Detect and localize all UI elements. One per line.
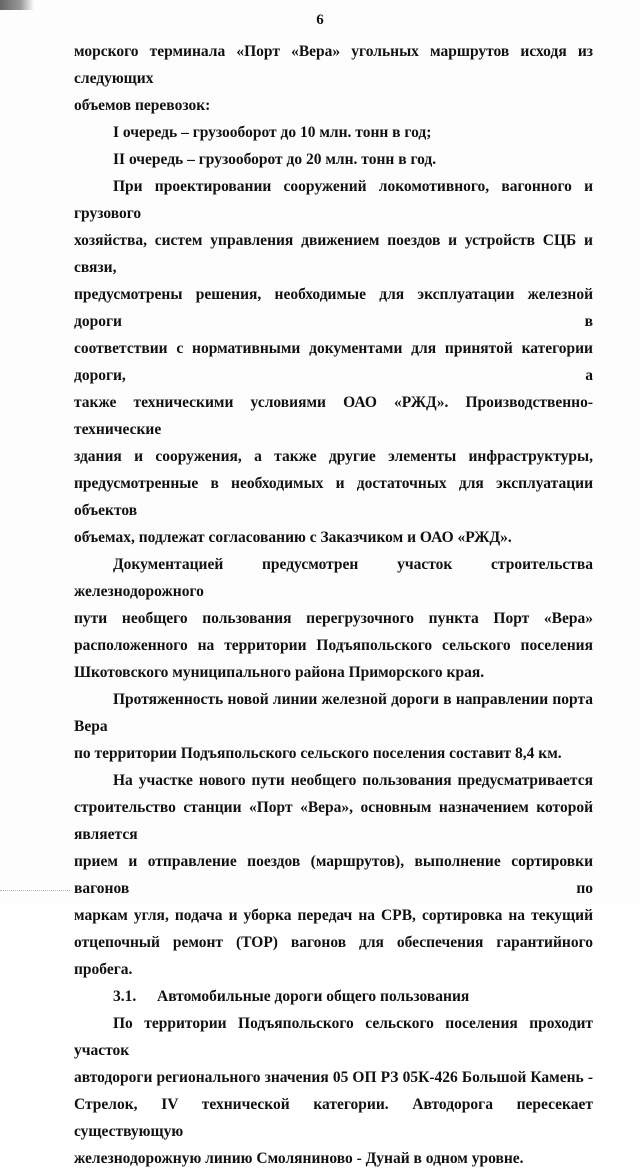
text-line: объемов перевозок: <box>74 97 211 114</box>
text-line: хозяйства, систем управления движением поездов и устройств СЦБ и связи, <box>74 232 593 276</box>
text-line: Стрелок, IV технической категории. Автодорога пересекает существующую <box>74 1096 593 1140</box>
text-line: По территории Подъяпольского сельского поселения проходит участок <box>74 1015 593 1059</box>
scan-artifact-bottom-left <box>0 890 70 903</box>
page-number: 6 <box>316 12 324 28</box>
scan-artifact-top-left <box>0 0 34 10</box>
text-line: строительство станции «Порт «Вера», основным назначением которой является <box>74 799 593 843</box>
section-number: 3.1. <box>113 988 137 1005</box>
text-line: объемах, подлежат согласованию с Заказчиком и ОАО «РЖД». <box>74 529 512 546</box>
text-line: здания и сооружения, а также другие элементы инфраструктуры, <box>74 448 593 465</box>
section-title: Автомобильные дороги общего пользования <box>157 988 470 1005</box>
text-line: по территории Подъяпольского сельского поселения составит 8,4 км. <box>74 745 562 762</box>
text-line: Документацией предусмотрен участок строительства железнодорожного <box>74 556 593 600</box>
text-line: отцепочный ремонт (ТОР) вагонов для обеспечения гарантийного пробега. <box>74 934 593 978</box>
text-line: При проектировании сооружений локомотивного, вагонного и грузового <box>74 178 593 222</box>
text-line: На участке нового пути необщего пользования предусматривается <box>113 772 593 789</box>
list-item-stage-1: I очередь – грузооборот до 10 млн. тонн в год; <box>113 124 432 141</box>
text-line: Шкотовского муниципального района Приморского края. <box>74 664 485 681</box>
text-line: предусмотрены решения, необходимые для эксплуатации железной дороги в <box>74 286 593 330</box>
text-line: Протяженность новой линии железной дороги в направлении порта Вера <box>74 691 593 735</box>
text-line: расположенного на территории Подъяпольского сельского поселения <box>74 637 593 654</box>
text-line: также техническими условиями ОАО «РЖД». Производственно-технические <box>74 394 593 438</box>
section-heading <box>74 983 593 1010</box>
text-line: автодороги регионального значения 05 ОП РЗ 05К-426 Большой Камень - <box>74 1069 593 1086</box>
text-line: морского терминала «Порт «Вера» угольных маршрутов исходя из следующих <box>74 43 593 87</box>
text-line: прием и отправление поездов (маршрутов), выполнение сортировки вагонов по <box>74 853 593 897</box>
list-item-stage-2: II очередь – грузооборот до 20 млн. тонн в год. <box>113 151 437 168</box>
text-line: соответствии с нормативными документами для принятой категории дороги, а <box>74 340 593 384</box>
text-line: предусмотренные в необходимых и достаточных для эксплуатации объектов <box>74 475 593 519</box>
text-line: пути необщего пользования перегрузочного пункта Порт «Вера» <box>74 610 593 627</box>
document-body <box>74 38 593 1172</box>
text-line: железнодорожную линию Смоляниново - Дунай в одном уровне. <box>74 1150 524 1167</box>
text-line: маркам угля, подача и уборка передач на СРВ, сортировка на текущий <box>74 907 593 924</box>
